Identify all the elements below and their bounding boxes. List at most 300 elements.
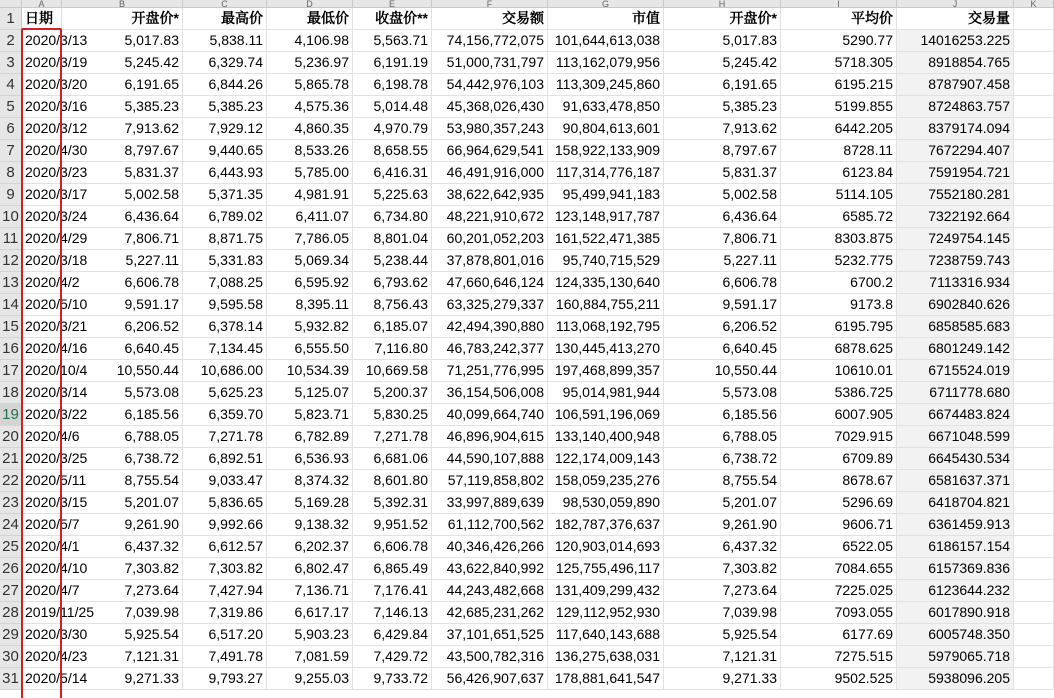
table-cell[interactable]: 2020/3/21 [22,316,62,338]
empty-cell[interactable] [1014,426,1054,448]
table-cell[interactable]: 7672294.407 [897,140,1014,162]
table-cell[interactable]: 5,002.58 [62,184,183,206]
table-cell[interactable]: 6,606.78 [353,536,432,558]
table-cell[interactable]: 7,176.41 [353,580,432,602]
table-cell[interactable]: 5,201.07 [62,492,183,514]
table-cell[interactable]: 46,896,904,615 [432,426,548,448]
table-cell[interactable]: 158,922,133,909 [548,140,664,162]
table-cell[interactable]: 7,303.82 [183,558,267,580]
table-cell[interactable]: 9502.525 [781,668,897,690]
row-header-27[interactable]: 27 [0,580,22,602]
table-cell[interactable]: 5,392.31 [353,492,432,514]
column-header-i[interactable]: I [781,0,897,8]
table-cell[interactable]: 124,335,130,640 [548,272,664,294]
table-cell[interactable]: 6,788.05 [664,426,781,448]
table-cell[interactable]: 4,575.36 [267,96,353,118]
table-cell[interactable]: 2020/3/22 [22,404,62,426]
empty-cell[interactable] [1014,338,1054,360]
table-cell[interactable]: 5,823.71 [267,404,353,426]
table-cell[interactable]: 5,385.23 [183,96,267,118]
table-cell[interactable]: 2020/4/7 [22,580,62,602]
table-cell[interactable]: 120,903,014,693 [548,536,664,558]
table-cell[interactable]: 6157369.836 [897,558,1014,580]
empty-cell[interactable] [1014,140,1054,162]
table-cell[interactable]: 2020/5/7 [22,514,62,536]
empty-cell[interactable] [1014,206,1054,228]
row-header-30[interactable]: 30 [0,646,22,668]
table-cell[interactable]: 6186157.154 [897,536,1014,558]
table-cell[interactable]: 6674483.824 [897,404,1014,426]
table-cell[interactable]: 5,125.07 [267,382,353,404]
table-cell[interactable]: 8379174.094 [897,118,1014,140]
table-cell[interactable]: 9,951.52 [353,514,432,536]
table-cell[interactable]: 6,437.32 [664,536,781,558]
table-cell[interactable]: 6858585.683 [897,316,1014,338]
table-cell[interactable]: 6195.795 [781,316,897,338]
table-cell[interactable]: 7029.915 [781,426,897,448]
row-header-5[interactable]: 5 [0,96,22,118]
table-cell[interactable]: 37,101,651,525 [432,624,548,646]
row-header-12[interactable]: 12 [0,250,22,272]
table-cell[interactable]: 6,802.47 [267,558,353,580]
table-cell[interactable]: 131,409,299,432 [548,580,664,602]
table-cell[interactable]: 8724863.757 [897,96,1014,118]
row-header-18[interactable]: 18 [0,382,22,404]
table-cell[interactable]: 8,374.32 [267,470,353,492]
table-cell[interactable]: 8,756.43 [353,294,432,316]
table-cell[interactable]: 38,622,642,935 [432,184,548,206]
table-cell[interactable]: 113,162,079,956 [548,52,664,74]
empty-cell[interactable] [1014,96,1054,118]
header-cell[interactable]: 交易量 [897,8,1014,30]
table-cell[interactable]: 8678.67 [781,470,897,492]
table-cell[interactable]: 9,255.03 [267,668,353,690]
table-cell[interactable]: 2020/5/14 [22,668,62,690]
column-header-c[interactable]: C [183,0,267,8]
table-cell[interactable]: 54,442,976,103 [432,74,548,96]
table-cell[interactable]: 61,112,700,562 [432,514,548,536]
table-cell[interactable]: 2020/5/11 [22,470,62,492]
table-cell[interactable]: 6645430.534 [897,448,1014,470]
table-cell[interactable]: 6,612.57 [183,536,267,558]
table-cell[interactable]: 9,138.32 [267,514,353,536]
table-cell[interactable]: 6,640.45 [664,338,781,360]
table-cell[interactable]: 8787907.458 [897,74,1014,96]
header-cell[interactable]: 平均价 [781,8,897,30]
table-cell[interactable]: 7,146.13 [353,602,432,624]
table-cell[interactable]: 60,201,052,203 [432,228,548,250]
row-header-21[interactable]: 21 [0,448,22,470]
table-cell[interactable]: 42,685,231,262 [432,602,548,624]
table-cell[interactable]: 2020/4/29 [22,228,62,250]
table-cell[interactable]: 6,411.07 [267,206,353,228]
table-cell[interactable]: 9606.71 [781,514,897,536]
table-cell[interactable]: 6,844.26 [183,74,267,96]
row-header-2[interactable]: 2 [0,30,22,52]
table-cell[interactable]: 2020/4/2 [22,272,62,294]
table-cell[interactable]: 5,238.44 [353,250,432,272]
table-cell[interactable]: 36,154,506,008 [432,382,548,404]
empty-cell[interactable] [1014,382,1054,404]
table-cell[interactable]: 95,014,981,944 [548,382,664,404]
table-cell[interactable]: 6,185.07 [353,316,432,338]
row-header-3[interactable]: 3 [0,52,22,74]
table-cell[interactable]: 2020/10/4 [22,360,62,382]
table-cell[interactable]: 6442.205 [781,118,897,140]
table-cell[interactable]: 5,903.23 [267,624,353,646]
table-cell[interactable]: 5,225.63 [353,184,432,206]
table-cell[interactable]: 6,606.78 [62,272,183,294]
table-cell[interactable]: 2020/4/16 [22,338,62,360]
table-cell[interactable]: 7,081.59 [267,646,353,668]
table-cell[interactable]: 43,500,782,316 [432,646,548,668]
table-cell[interactable]: 7,303.82 [664,558,781,580]
table-cell[interactable]: 129,112,952,930 [548,602,664,624]
table-cell[interactable]: 6,793.62 [353,272,432,294]
table-cell[interactable]: 8303.875 [781,228,897,250]
table-cell[interactable]: 6,892.51 [183,448,267,470]
table-cell[interactable]: 2020/4/30 [22,140,62,162]
table-cell[interactable]: 5,831.37 [62,162,183,184]
table-cell[interactable]: 95,740,715,529 [548,250,664,272]
row-header-13[interactable]: 13 [0,272,22,294]
table-cell[interactable]: 45,368,026,430 [432,96,548,118]
table-cell[interactable]: 4,970.79 [353,118,432,140]
table-cell[interactable]: 44,243,482,668 [432,580,548,602]
table-cell[interactable]: 9173.8 [781,294,897,316]
empty-cell[interactable] [1014,118,1054,140]
table-cell[interactable]: 9,733.72 [353,668,432,690]
table-cell[interactable]: 37,878,801,016 [432,250,548,272]
header-cell[interactable]: 市值 [548,8,664,30]
table-cell[interactable]: 182,787,376,637 [548,514,664,536]
table-cell[interactable]: 5,925.54 [664,624,781,646]
row-header-31[interactable]: 31 [0,668,22,690]
empty-cell[interactable] [1014,580,1054,602]
table-cell[interactable]: 7,039.98 [664,602,781,624]
row-header-15[interactable]: 15 [0,316,22,338]
empty-cell[interactable] [1014,162,1054,184]
table-cell[interactable]: 7084.655 [781,558,897,580]
table-cell[interactable]: 6,788.05 [62,426,183,448]
table-cell[interactable]: 6709.89 [781,448,897,470]
empty-cell[interactable] [1014,30,1054,52]
table-cell[interactable]: 4,106.98 [267,30,353,52]
table-cell[interactable]: 5,925.54 [62,624,183,646]
table-cell[interactable]: 5232.775 [781,250,897,272]
table-cell[interactable]: 90,804,613,601 [548,118,664,140]
table-cell[interactable]: 8,755.54 [664,470,781,492]
row-header-14[interactable]: 14 [0,294,22,316]
empty-cell[interactable] [1014,558,1054,580]
table-cell[interactable]: 95,499,941,183 [548,184,664,206]
table-cell[interactable]: 5979065.718 [897,646,1014,668]
table-cell[interactable]: 7,913.62 [664,118,781,140]
table-cell[interactable]: 5938096.205 [897,668,1014,690]
table-cell[interactable]: 6,191.19 [353,52,432,74]
empty-cell[interactable] [1014,668,1054,690]
table-cell[interactable]: 5,200.37 [353,382,432,404]
table-cell[interactable]: 2020/4/10 [22,558,62,580]
empty-cell[interactable] [1014,470,1054,492]
table-cell[interactable]: 10,550.44 [664,360,781,382]
table-cell[interactable]: 8,395.11 [267,294,353,316]
table-cell[interactable]: 5,236.97 [267,52,353,74]
table-cell[interactable]: 7,273.64 [664,580,781,602]
table-cell[interactable]: 6,191.65 [664,74,781,96]
table-cell[interactable]: 7,088.25 [183,272,267,294]
table-cell[interactable]: 9,591.17 [62,294,183,316]
table-cell[interactable]: 7,121.31 [62,646,183,668]
table-cell[interactable]: 9,591.17 [664,294,781,316]
table-cell[interactable]: 6,429.84 [353,624,432,646]
table-cell[interactable]: 7,806.71 [62,228,183,250]
table-cell[interactable]: 9,033.47 [183,470,267,492]
table-cell[interactable]: 6,734.80 [353,206,432,228]
column-header-b[interactable]: B [62,0,183,8]
table-cell[interactable]: 46,783,242,377 [432,338,548,360]
table-cell[interactable]: 7,913.62 [62,118,183,140]
table-cell[interactable]: 6,865.49 [353,558,432,580]
table-cell[interactable]: 6,517.20 [183,624,267,646]
table-cell[interactable]: 2020/3/25 [22,448,62,470]
table-cell[interactable]: 197,468,899,357 [548,360,664,382]
table-cell[interactable]: 6,640.45 [62,338,183,360]
table-cell[interactable]: 10610.01 [781,360,897,382]
table-cell[interactable]: 6671048.599 [897,426,1014,448]
empty-cell[interactable] [1014,536,1054,558]
table-cell[interactable]: 7,786.05 [267,228,353,250]
row-header-24[interactable]: 24 [0,514,22,536]
table-cell[interactable]: 5199.855 [781,96,897,118]
table-cell[interactable]: 7322192.664 [897,206,1014,228]
row-header-11[interactable]: 11 [0,228,22,250]
row-header-23[interactable]: 23 [0,492,22,514]
table-cell[interactable]: 5,573.08 [62,382,183,404]
table-cell[interactable]: 2020/3/18 [22,250,62,272]
empty-cell[interactable] [1014,646,1054,668]
table-cell[interactable]: 7238759.743 [897,250,1014,272]
table-cell[interactable]: 178,881,641,547 [548,668,664,690]
table-cell[interactable]: 6,185.56 [62,404,183,426]
table-cell[interactable]: 6,206.52 [664,316,781,338]
table-cell[interactable]: 9,261.90 [664,514,781,536]
row-header-6[interactable]: 6 [0,118,22,140]
header-cell[interactable]: 交易额 [432,8,548,30]
table-cell[interactable]: 57,119,858,802 [432,470,548,492]
row-header-1[interactable]: 1 [0,8,22,30]
table-cell[interactable]: 33,997,889,639 [432,492,548,514]
table-cell[interactable]: 123,148,917,787 [548,206,664,228]
table-cell[interactable]: 7552180.281 [897,184,1014,206]
table-cell[interactable]: 44,590,107,888 [432,448,548,470]
table-cell[interactable]: 8,658.55 [353,140,432,162]
table-cell[interactable]: 5,017.83 [62,30,183,52]
table-cell[interactable]: 6418704.821 [897,492,1014,514]
column-header-f[interactable]: F [432,0,548,8]
table-cell[interactable]: 9,793.27 [183,668,267,690]
table-cell[interactable]: 43,622,840,992 [432,558,548,580]
table-cell[interactable]: 71,251,776,995 [432,360,548,382]
table-cell[interactable]: 6,359.70 [183,404,267,426]
table-cell[interactable]: 6,789.02 [183,206,267,228]
empty-cell[interactable] [1014,514,1054,536]
row-header-19[interactable]: 19 [0,404,22,426]
header-cell[interactable]: 开盘价* [664,8,781,30]
row-header-16[interactable]: 16 [0,338,22,360]
empty-cell[interactable] [1014,250,1054,272]
select-all-corner[interactable] [0,0,22,8]
table-cell[interactable]: 7,121.31 [664,646,781,668]
table-cell[interactable]: 5,865.78 [267,74,353,96]
table-cell[interactable]: 5,002.58 [664,184,781,206]
table-cell[interactable]: 6123644.232 [897,580,1014,602]
table-cell[interactable]: 6361459.913 [897,514,1014,536]
table-cell[interactable]: 7,319.86 [183,602,267,624]
header-cell[interactable]: 日期 [22,8,62,30]
row-header-10[interactable]: 10 [0,206,22,228]
table-cell[interactable]: 5,625.23 [183,382,267,404]
table-cell[interactable]: 6,595.92 [267,272,353,294]
table-cell[interactable]: 7275.515 [781,646,897,668]
table-cell[interactable]: 7,039.98 [62,602,183,624]
column-header-a[interactable]: A [22,0,62,8]
table-cell[interactable]: 6581637.371 [897,470,1014,492]
table-cell[interactable]: 6711778.680 [897,382,1014,404]
table-cell[interactable]: 8728.11 [781,140,897,162]
table-cell[interactable]: 5,014.48 [353,96,432,118]
table-cell[interactable]: 5296.69 [781,492,897,514]
table-cell[interactable]: 4,981.91 [267,184,353,206]
table-cell[interactable]: 5,017.83 [664,30,781,52]
table-cell[interactable]: 6,206.52 [62,316,183,338]
row-header-25[interactable]: 25 [0,536,22,558]
row-header-28[interactable]: 28 [0,602,22,624]
table-cell[interactable]: 8,797.67 [664,140,781,162]
table-cell[interactable]: 2020/3/12 [22,118,62,140]
table-cell[interactable]: 7,303.82 [62,558,183,580]
table-cell[interactable]: 6,198.78 [353,74,432,96]
table-cell[interactable]: 6017890.918 [897,602,1014,624]
table-cell[interactable]: 6,436.64 [62,206,183,228]
table-cell[interactable]: 6,378.14 [183,316,267,338]
table-cell[interactable]: 5,830.25 [353,404,432,426]
table-cell[interactable]: 9,992.66 [183,514,267,536]
table-cell[interactable]: 51,000,731,797 [432,52,548,74]
table-cell[interactable]: 9,271.33 [62,668,183,690]
table-cell[interactable]: 7,271.78 [353,426,432,448]
table-cell[interactable]: 113,068,192,795 [548,316,664,338]
table-cell[interactable]: 10,534.39 [267,360,353,382]
table-cell[interactable]: 2020/3/24 [22,206,62,228]
table-cell[interactable]: 2020/3/30 [22,624,62,646]
table-cell[interactable]: 7591954.721 [897,162,1014,184]
table-cell[interactable]: 6,617.17 [267,602,353,624]
table-cell[interactable]: 6,416.31 [353,162,432,184]
table-cell[interactable]: 9,595.58 [183,294,267,316]
column-header-h[interactable]: H [664,0,781,8]
table-cell[interactable]: 5,831.37 [664,162,781,184]
table-cell[interactable]: 2020/3/20 [22,74,62,96]
table-cell[interactable]: 2020/5/10 [22,294,62,316]
table-cell[interactable]: 7,116.80 [353,338,432,360]
table-cell[interactable]: 5,838.11 [183,30,267,52]
table-cell[interactable]: 5,201.07 [664,492,781,514]
empty-cell[interactable] [1014,404,1054,426]
table-cell[interactable]: 6,738.72 [62,448,183,470]
table-cell[interactable]: 2020/3/23 [22,162,62,184]
empty-cell[interactable] [1014,492,1054,514]
table-cell[interactable]: 160,884,755,211 [548,294,664,316]
table-cell[interactable]: 91,633,478,850 [548,96,664,118]
table-cell[interactable]: 6801249.142 [897,338,1014,360]
table-cell[interactable]: 125,755,496,117 [548,558,664,580]
table-cell[interactable]: 5,573.08 [664,382,781,404]
table-cell[interactable]: 7,273.64 [62,580,183,602]
table-cell[interactable]: 2020/3/13 [22,30,62,52]
table-cell[interactable]: 10,550.44 [62,360,183,382]
table-cell[interactable]: 8,755.54 [62,470,183,492]
table-cell[interactable]: 5,785.00 [267,162,353,184]
table-cell[interactable]: 6715524.019 [897,360,1014,382]
table-cell[interactable]: 5,385.23 [664,96,781,118]
table-cell[interactable]: 6,738.72 [664,448,781,470]
table-cell[interactable]: 6,536.93 [267,448,353,470]
table-cell[interactable]: 136,275,638,031 [548,646,664,668]
table-cell[interactable]: 117,640,143,688 [548,624,664,646]
table-cell[interactable]: 6,443.93 [183,162,267,184]
table-cell[interactable]: 2020/3/16 [22,96,62,118]
table-cell[interactable]: 7,427.94 [183,580,267,602]
table-cell[interactable]: 113,309,245,860 [548,74,664,96]
header-cell[interactable]: 收盘价** [353,8,432,30]
table-cell[interactable]: 5,371.35 [183,184,267,206]
table-cell[interactable]: 7225.025 [781,580,897,602]
column-header-d[interactable]: D [267,0,353,8]
table-cell[interactable]: 6,681.06 [353,448,432,470]
table-cell[interactable]: 5,245.42 [62,52,183,74]
empty-cell[interactable] [1014,602,1054,624]
table-cell[interactable]: 7,929.12 [183,118,267,140]
table-cell[interactable]: 9,271.33 [664,668,781,690]
column-header-j[interactable]: J [897,0,1014,8]
table-cell[interactable]: 2020/4/1 [22,536,62,558]
table-cell[interactable]: 6,202.37 [267,536,353,558]
table-cell[interactable]: 5718.305 [781,52,897,74]
table-cell[interactable]: 7,134.45 [183,338,267,360]
table-cell[interactable]: 5,563.71 [353,30,432,52]
table-cell[interactable]: 5386.725 [781,382,897,404]
table-cell[interactable]: 8918854.765 [897,52,1014,74]
table-cell[interactable]: 7113316.934 [897,272,1014,294]
table-cell[interactable]: 74,156,772,075 [432,30,548,52]
table-cell[interactable]: 6,437.32 [62,536,183,558]
table-cell[interactable]: 63,325,279,337 [432,294,548,316]
table-cell[interactable]: 133,140,400,948 [548,426,664,448]
table-cell[interactable]: 8,533.26 [267,140,353,162]
table-cell[interactable]: 5,069.34 [267,250,353,272]
table-cell[interactable]: 5,227.11 [664,250,781,272]
table-cell[interactable]: 98,530,059,890 [548,492,664,514]
table-cell[interactable]: 7,271.78 [183,426,267,448]
table-cell[interactable]: 46,491,916,000 [432,162,548,184]
table-cell[interactable]: 2020/3/15 [22,492,62,514]
row-header-17[interactable]: 17 [0,360,22,382]
empty-cell[interactable] [1014,448,1054,470]
empty-cell[interactable] [1014,316,1054,338]
table-cell[interactable]: 117,314,776,187 [548,162,664,184]
table-cell[interactable]: 101,644,613,038 [548,30,664,52]
